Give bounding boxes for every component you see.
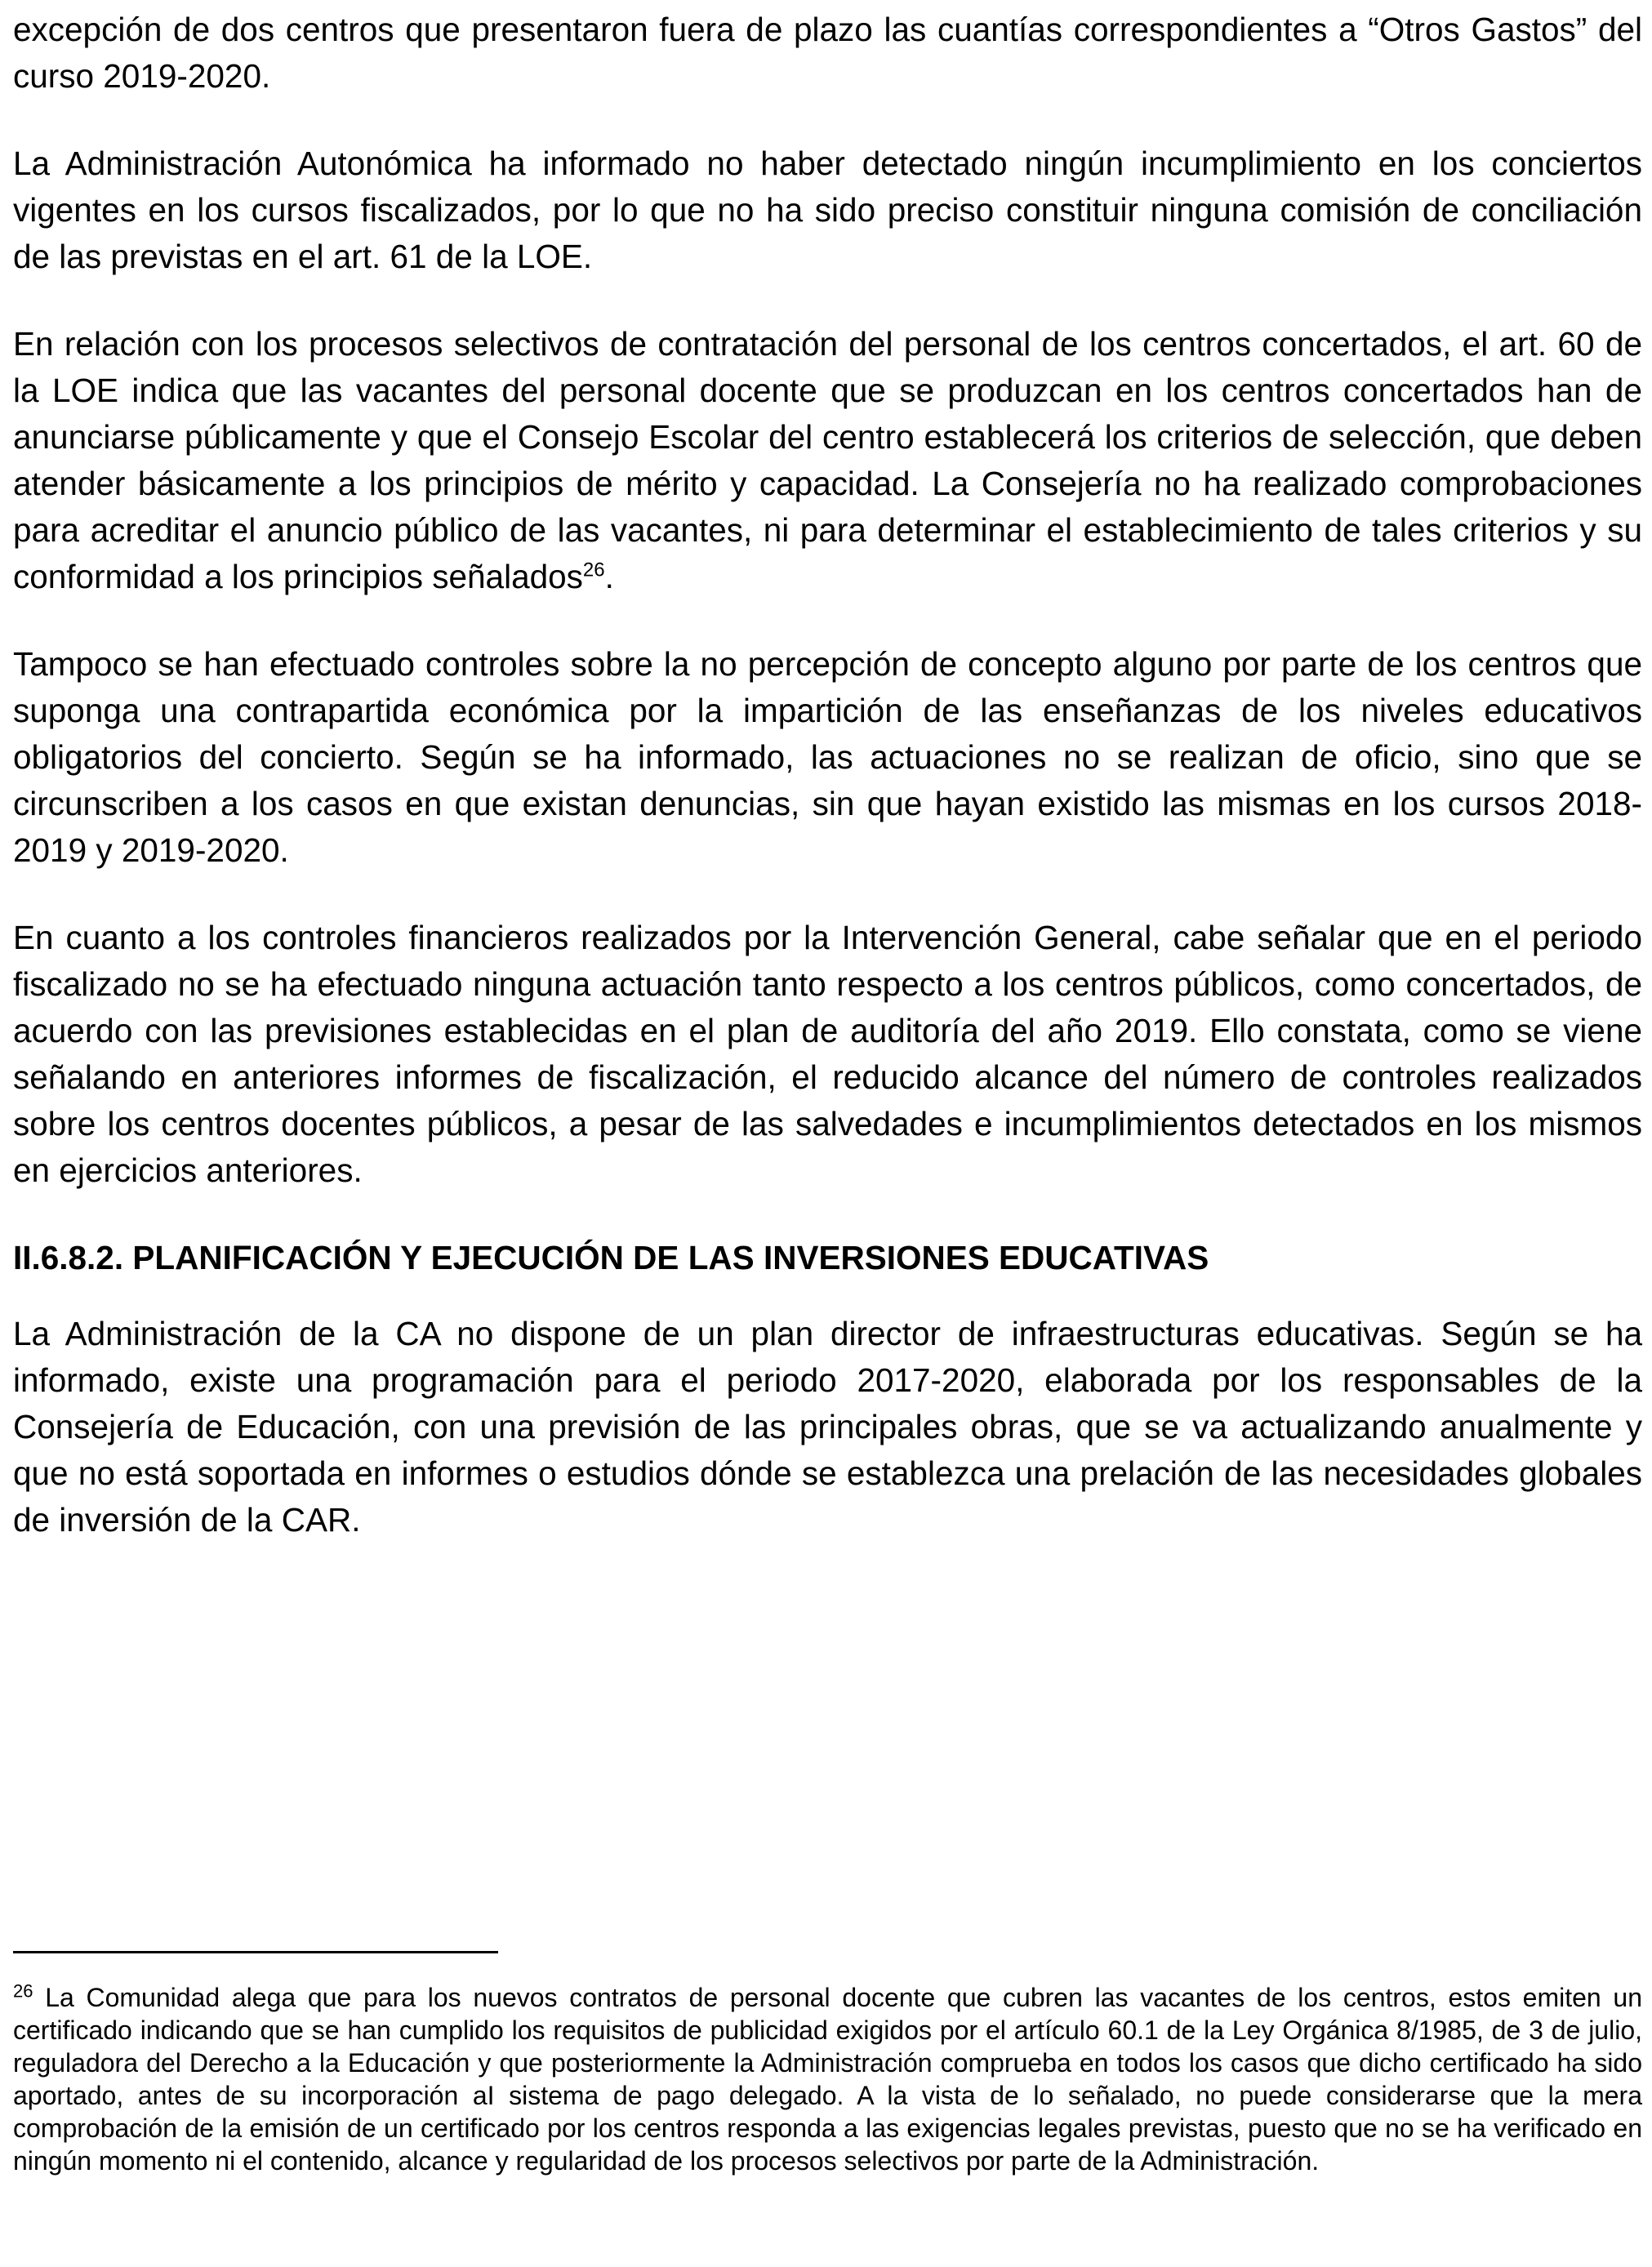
footnote-text: La Comunidad alega que para los nuevos contratos de personal docente que cubren las vacantes de los centros, estos emiten un certificado indicando que se han cumplido los requisitos de publicidad exigidos por el artículo 60.1 de la Ley Orgánica 8/1985, de 3 de julio, reguladora del Derecho a la Educación y que posteriormente la Administración comprueba en todos los casos que dicho certificado ha sido aportado, antes de su incorporación aI sistema de pago delegado. A la vista de lo señalado, no puede considerarse que la mera comprobación de la emisión de un certificado por los centros responda a las exigencias legales previstas, puesto que no se ha verificado en ningún momento ni el contenido, alcance y regularidad de los procesos selectivos por parte de la Administración.	[13, 1983, 1642, 2176]
footnote-26	[13, 1981, 1642, 2177]
footnote-reference-26[interactable]: 26	[582, 559, 605, 581]
paragraph-controls: Tampoco se han efectuado controles sobre la no percepción de concepto alguno por parte de los centros que suponga una contrapartida económica por la impartición de las enseñanzas de los niveles educativos obligatorios del concierto. Según se ha informado, las actuaciones no se realizan de oficio, sino que se circunscriben a los casos en que existan denuncias, sin que hayan existido las mismas en los cursos 2018-2019 y 2019-2020.	[13, 645, 1642, 869]
paragraph-selection-text: En relación con los procesos selectivos de contratación del personal de los centros concertados, el art. 60 de la LOE indica que las vacantes del personal docente que se produzcan en los centros concertados han de anunciarse públicamente y que el Consejo Escolar del centro establecerá los criterios de selección, que deben atender básicamente a los principios de mérito y capacidad. La Consejería no ha realizado comprobaciones para acreditar el anuncio público de las vacantes, ni para determinar el establecimiento de tales criterios y su conformidad a los principios señalados	[13, 325, 1642, 595]
paragraph-selection-processes	[13, 321, 1642, 600]
paragraph-selection-end: .	[604, 558, 614, 595]
footnote-number: 26	[13, 1980, 33, 2002]
paragraph-financial-controls: En cuanto a los controles financieros realizados por la Intervención General, cabe señalar que en el periodo fiscalizado no se ha efectuado ninguna actuación tanto respecto a los centros públicos, como concertados, de acuerdo con las previsiones establecidas en el plan de auditoría del año 2019. Ello constata, como se viene señalando en anteriores informes de fiscalización, el reducido alcance del número de controles realizados sobre los centros docentes públicos, a pesar de las salvedades e incumplimientos detectados en los mismos en ejercicios anteriores.	[13, 919, 1642, 1189]
paragraph-conciliation: La Administración Autonómica ha informado no haber detectado ningún incumplimiento en los conciertos vigentes en los cursos fiscalizados, por lo que no ha sido preciso constituir ninguna comisión de conciliación de las previstas en el art. 61 de la LOE.	[13, 145, 1642, 275]
paragraph-investment-planning: La Administración de la CA no dispone de un plan director de infraestructuras educativas. Según se ha informado, existe una programación para el periodo 2017-2020, elaborada por los responsables de la Consejería de Educación, con una previsión de las principales obras, que se va actualizando anualmente y que no está soportada en informes o estudios dónde se establezca una prelación de las necesidades globales de inversión de la CAR.	[13, 1315, 1642, 1539]
footnote-divider	[13, 1951, 498, 1953]
section-heading: II.6.8.2. PLANIFICACIÓN Y EJECUCIÓN DE LAS INVERSIONES EDUCATIVAS	[13, 1239, 1209, 1276]
paragraph-continuation: excepción de dos centros que presentaron fuera de plazo las cuantías correspondientes a “Otros Gastos” del curso 2019-2020.	[13, 11, 1642, 95]
document-page	[13, 7, 1642, 1584]
